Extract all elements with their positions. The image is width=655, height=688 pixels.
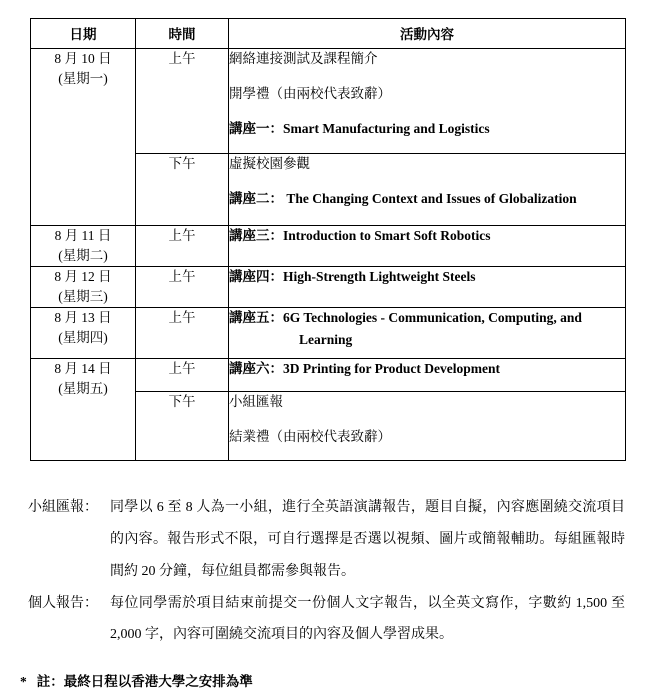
activity-line: 講座五：6G Technologies - Communication, Computing, and [229, 310, 582, 325]
footnote [20, 672, 655, 688]
activity-line: 結業禮（由兩校代表致辭） [229, 429, 391, 444]
activity-line: 小組匯報 [229, 394, 283, 409]
date-text: 8 月 14 日 [54, 361, 112, 376]
date-cell [31, 267, 136, 308]
time-cell [136, 154, 229, 226]
time-text: 下午 [168, 394, 196, 409]
time-text: 上午 [168, 228, 196, 243]
date-cell [31, 359, 136, 461]
date-cell [31, 49, 136, 226]
individual-report-note [28, 588, 625, 650]
time-text: 上午 [168, 269, 196, 284]
activity-line: 網絡連接測試及課程簡介 [229, 51, 378, 66]
time-cell [136, 49, 229, 154]
weekday-text: (星期五) [58, 381, 108, 396]
footnote-asterisk: * [20, 674, 27, 688]
col-header-time: 時間 [136, 19, 229, 49]
note-label: 個人報告： [28, 596, 98, 611]
activity-cell [229, 267, 626, 308]
activity-line: 講座一：Smart Manufacturing and Logistics [229, 121, 490, 136]
col-header-activity: 活動內容 [229, 19, 626, 49]
date-text: 8 月 11 日 [54, 228, 112, 243]
note-text: 同學以 6 至 8 人為一小組，進行全英語演講報告，題目自擬，內容應圍繞交流項目的內容。報告形式不限，可自行選擇是否選以視頻、圖片或簡報輔助。每組匯報時間約 20 分鐘，每位組員都需參與報告。 [110, 500, 625, 579]
schedule-table [30, 18, 626, 461]
time-text: 上午 [168, 361, 196, 376]
time-cell [136, 226, 229, 267]
table-row [31, 267, 626, 308]
activity-line: 講座三：Introduction to Smart Soft Robotics [229, 228, 491, 243]
col-header-date: 日期 [31, 19, 136, 49]
note-label: 小組匯報： [28, 500, 98, 515]
weekday-text: (星期一) [58, 71, 108, 86]
note-text: 每位同學需於項目結束前提交一份個人文字報告，以全英文寫作，字數約 1,500 至 2,000 字，內容可圍繞交流項目的內容及個人學習成果。 [110, 596, 625, 642]
activity-cell [229, 359, 626, 392]
time-cell [136, 267, 229, 308]
table-row [31, 359, 626, 392]
table-row [31, 226, 626, 267]
activity-line: 開學禮（由兩校代表致辭） [229, 86, 391, 101]
activity-cell [229, 392, 626, 461]
date-text: 8 月 10 日 [54, 51, 112, 66]
time-text: 上午 [168, 51, 196, 66]
activity-cell [229, 49, 626, 154]
footnote-text: 註：最終日程以香港大學之安排為準 [36, 674, 253, 688]
time-cell [136, 308, 229, 359]
activity-line: 講座二： The Changing Context and Issues of Globalization [229, 191, 577, 206]
weekday-text: (星期三) [58, 289, 108, 304]
activity-cell [229, 154, 626, 226]
time-text: 上午 [168, 310, 196, 325]
group-report-note [28, 492, 625, 588]
date-cell [31, 308, 136, 359]
activity-line: 講座六：3D Printing for Product Development [229, 361, 500, 376]
header-row [31, 19, 626, 49]
date-text: 8 月 13 日 [54, 310, 112, 325]
weekday-text: (星期四) [58, 330, 108, 345]
activity-cell [229, 226, 626, 267]
activity-line: 講座四：High-Strength Lightweight Steels [229, 269, 476, 284]
table-row [31, 308, 626, 359]
time-cell [136, 359, 229, 392]
activity-line: Learning [299, 332, 353, 347]
weekday-text: (星期二) [58, 248, 108, 263]
activity-cell [229, 308, 626, 359]
table-row [31, 49, 626, 154]
date-text: 8 月 12 日 [54, 269, 112, 284]
time-cell [136, 392, 229, 461]
activity-line: 虛擬校園參觀 [229, 156, 310, 171]
time-text: 下午 [168, 156, 196, 171]
date-cell [31, 226, 136, 267]
